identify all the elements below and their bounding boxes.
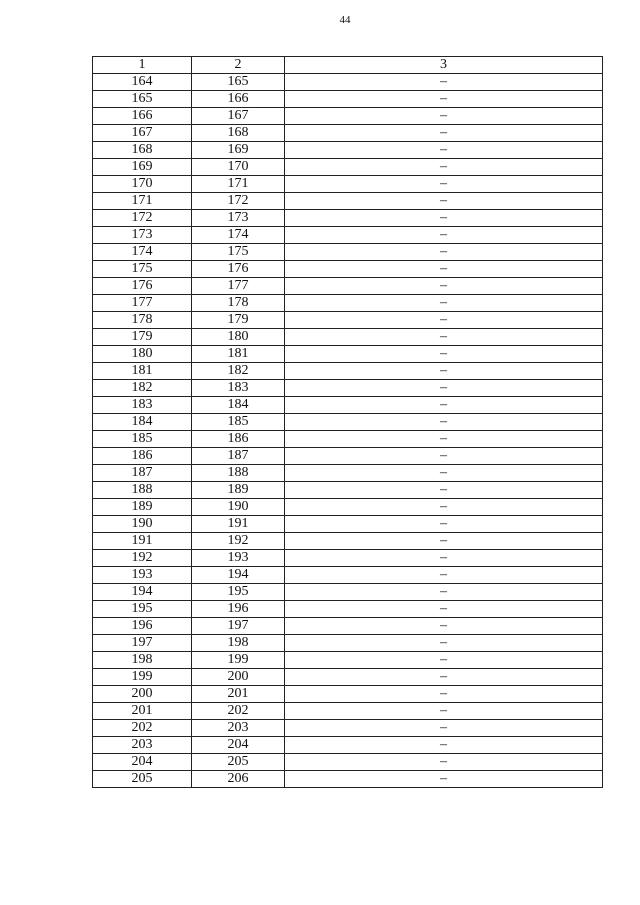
table-cell-col-2: 176 [192, 261, 285, 278]
table-row [93, 635, 603, 652]
table-cell-col-1: 185 [93, 431, 192, 448]
table-cell-col-3: – [285, 431, 603, 448]
table-cell-col-1: 173 [93, 227, 192, 244]
table-cell-col-1: 171 [93, 193, 192, 210]
table-row [93, 397, 603, 414]
table-cell-col-2: 175 [192, 244, 285, 261]
table-cell-col-2: 174 [192, 227, 285, 244]
table-cell-col-2: 172 [192, 193, 285, 210]
table-cell-col-1: 184 [93, 414, 192, 431]
table-cell-col-2: 188 [192, 465, 285, 482]
table-header-row [93, 57, 603, 74]
table-cell-col-1: 194 [93, 584, 192, 601]
table-row [93, 159, 603, 176]
table-cell-col-2: 191 [192, 516, 285, 533]
page-number: 44 [339, 14, 351, 26]
table-cell-col-2: 203 [192, 720, 285, 737]
table-cell-col-2: 168 [192, 125, 285, 142]
table-cell-col-3: – [285, 193, 603, 210]
table-cell-col-3: – [285, 465, 603, 482]
table-cell-col-2: 178 [192, 295, 285, 312]
table-cell-col-1: 166 [93, 108, 192, 125]
table-cell-col-3: – [285, 601, 603, 618]
table-row [93, 601, 603, 618]
table-cell-col-1: 201 [93, 703, 192, 720]
table-cell-col-2: 183 [192, 380, 285, 397]
table-cell-col-3: – [285, 108, 603, 125]
table-cell-col-2: 190 [192, 499, 285, 516]
table-cell-col-1: 193 [93, 567, 192, 584]
table-cell-col-2: 192 [192, 533, 285, 550]
table-cell-col-2: 185 [192, 414, 285, 431]
table-row [93, 669, 603, 686]
table-cell-col-1: 188 [93, 482, 192, 499]
table-cell-col-1: 164 [93, 74, 192, 91]
table-cell-col-2: 198 [192, 635, 285, 652]
table-cell-col-3: – [285, 516, 603, 533]
table-cell-col-1: 169 [93, 159, 192, 176]
table-row [93, 329, 603, 346]
table-cell-col-1: 204 [93, 754, 192, 771]
table-row [93, 312, 603, 329]
table-row [93, 516, 603, 533]
table-cell-col-2: 202 [192, 703, 285, 720]
table-cell-col-3: – [285, 448, 603, 465]
table-cell-col-3: – [285, 635, 603, 652]
table-cell-col-2: 193 [192, 550, 285, 567]
table-cell-col-1: 178 [93, 312, 192, 329]
table-row [93, 380, 603, 397]
table-row [93, 448, 603, 465]
table-cell-col-2: 170 [192, 159, 285, 176]
column-header-3: 3 [285, 57, 603, 74]
table-cell-col-2: 171 [192, 176, 285, 193]
table-row [93, 703, 603, 720]
table-cell-col-2: 179 [192, 312, 285, 329]
table-cell-col-2: 165 [192, 74, 285, 91]
table-cell-col-3: – [285, 669, 603, 686]
table-cell-col-1: 180 [93, 346, 192, 363]
table-cell-col-3: – [285, 312, 603, 329]
table-cell-col-2: 206 [192, 771, 285, 788]
table-cell-col-1: 199 [93, 669, 192, 686]
table-cell-col-1: 182 [93, 380, 192, 397]
table-cell-col-3: – [285, 771, 603, 788]
table-cell-col-3: – [285, 567, 603, 584]
table-row [93, 244, 603, 261]
table-cell-col-1: 195 [93, 601, 192, 618]
table-cell-col-1: 192 [93, 550, 192, 567]
table-cell-col-3: – [285, 227, 603, 244]
table-row [93, 210, 603, 227]
table-cell-col-1: 196 [93, 618, 192, 635]
table-row [93, 533, 603, 550]
table-cell-col-3: – [285, 499, 603, 516]
table-cell-col-3: – [285, 533, 603, 550]
table-cell-col-3: – [285, 125, 603, 142]
table-cell-col-2: 204 [192, 737, 285, 754]
table-row [93, 686, 603, 703]
table-cell-col-2: 194 [192, 567, 285, 584]
table-cell-col-2: 205 [192, 754, 285, 771]
table-row [93, 295, 603, 312]
table-cell-col-3: – [285, 142, 603, 159]
table-cell-col-2: 195 [192, 584, 285, 601]
table-cell-col-3: – [285, 618, 603, 635]
table-cell-col-1: 181 [93, 363, 192, 380]
table-cell-col-1: 202 [93, 720, 192, 737]
table-cell-col-3: – [285, 278, 603, 295]
table-row [93, 584, 603, 601]
table-cell-col-1: 172 [93, 210, 192, 227]
data-table [92, 56, 603, 788]
table-cell-col-3: – [285, 397, 603, 414]
table-row [93, 618, 603, 635]
table-cell-col-1: 191 [93, 533, 192, 550]
table-cell-col-1: 187 [93, 465, 192, 482]
table-row [93, 414, 603, 431]
table-cell-col-3: – [285, 720, 603, 737]
table-cell-col-1: 175 [93, 261, 192, 278]
table-cell-col-1: 203 [93, 737, 192, 754]
table-row [93, 720, 603, 737]
table-cell-col-2: 187 [192, 448, 285, 465]
table-cell-col-1: 189 [93, 499, 192, 516]
table-row [93, 176, 603, 193]
table-cell-col-2: 199 [192, 652, 285, 669]
table-cell-col-3: – [285, 482, 603, 499]
table-cell-col-3: – [285, 363, 603, 380]
table-cell-col-2: 181 [192, 346, 285, 363]
table-cell-col-3: – [285, 414, 603, 431]
table-row [93, 91, 603, 108]
table-cell-col-2: 196 [192, 601, 285, 618]
table-cell-col-2: 189 [192, 482, 285, 499]
table-cell-col-3: – [285, 652, 603, 669]
table-cell-col-2: 182 [192, 363, 285, 380]
table-row [93, 737, 603, 754]
table-row [93, 346, 603, 363]
table-cell-col-1: 205 [93, 771, 192, 788]
table-row [93, 499, 603, 516]
table-cell-col-3: – [285, 261, 603, 278]
table-cell-col-1: 177 [93, 295, 192, 312]
table-row [93, 278, 603, 295]
column-header-1: 1 [93, 57, 192, 74]
table-cell-col-2: 167 [192, 108, 285, 125]
table-cell-col-1: 168 [93, 142, 192, 159]
table-cell-col-1: 200 [93, 686, 192, 703]
table-row [93, 431, 603, 448]
table-row [93, 227, 603, 244]
table-cell-col-3: – [285, 550, 603, 567]
table-cell-col-3: – [285, 176, 603, 193]
table-cell-col-3: – [285, 159, 603, 176]
table-row [93, 754, 603, 771]
table-row [93, 482, 603, 499]
table-cell-col-1: 179 [93, 329, 192, 346]
table-row [93, 74, 603, 91]
table-row [93, 125, 603, 142]
table-cell-col-3: – [285, 244, 603, 261]
table-row [93, 363, 603, 380]
table-row [93, 567, 603, 584]
table-cell-col-1: 197 [93, 635, 192, 652]
table-cell-col-2: 177 [192, 278, 285, 295]
table-cell-col-1: 165 [93, 91, 192, 108]
table-cell-col-1: 190 [93, 516, 192, 533]
table-row [93, 550, 603, 567]
table-row [93, 771, 603, 788]
table-cell-col-2: 166 [192, 91, 285, 108]
table-cell-col-2: 169 [192, 142, 285, 159]
table-cell-col-3: – [285, 584, 603, 601]
table-cell-col-3: – [285, 74, 603, 91]
table-row [93, 193, 603, 210]
table-cell-col-2: 197 [192, 618, 285, 635]
table-cell-col-2: 173 [192, 210, 285, 227]
column-header-2: 2 [192, 57, 285, 74]
table-cell-col-1: 183 [93, 397, 192, 414]
table-row [93, 261, 603, 278]
table-cell-col-1: 186 [93, 448, 192, 465]
table-cell-col-3: – [285, 686, 603, 703]
table-cell-col-1: 170 [93, 176, 192, 193]
table-cell-col-1: 198 [93, 652, 192, 669]
table-row [93, 652, 603, 669]
table-cell-col-3: – [285, 754, 603, 771]
table-cell-col-1: 174 [93, 244, 192, 261]
table-cell-col-2: 180 [192, 329, 285, 346]
table-row [93, 108, 603, 125]
table-cell-col-3: – [285, 91, 603, 108]
table-cell-col-3: – [285, 346, 603, 363]
table-cell-col-1: 176 [93, 278, 192, 295]
table-cell-col-3: – [285, 210, 603, 227]
table-body [93, 74, 603, 788]
table-cell-col-3: – [285, 737, 603, 754]
table-row [93, 142, 603, 159]
table-cell-col-2: 186 [192, 431, 285, 448]
table-cell-col-2: 200 [192, 669, 285, 686]
table-cell-col-3: – [285, 329, 603, 346]
table-cell-col-1: 167 [93, 125, 192, 142]
table-cell-col-2: 184 [192, 397, 285, 414]
table-row [93, 465, 603, 482]
table-cell-col-3: – [285, 703, 603, 720]
table-cell-col-2: 201 [192, 686, 285, 703]
table-cell-col-3: – [285, 380, 603, 397]
table-cell-col-3: – [285, 295, 603, 312]
